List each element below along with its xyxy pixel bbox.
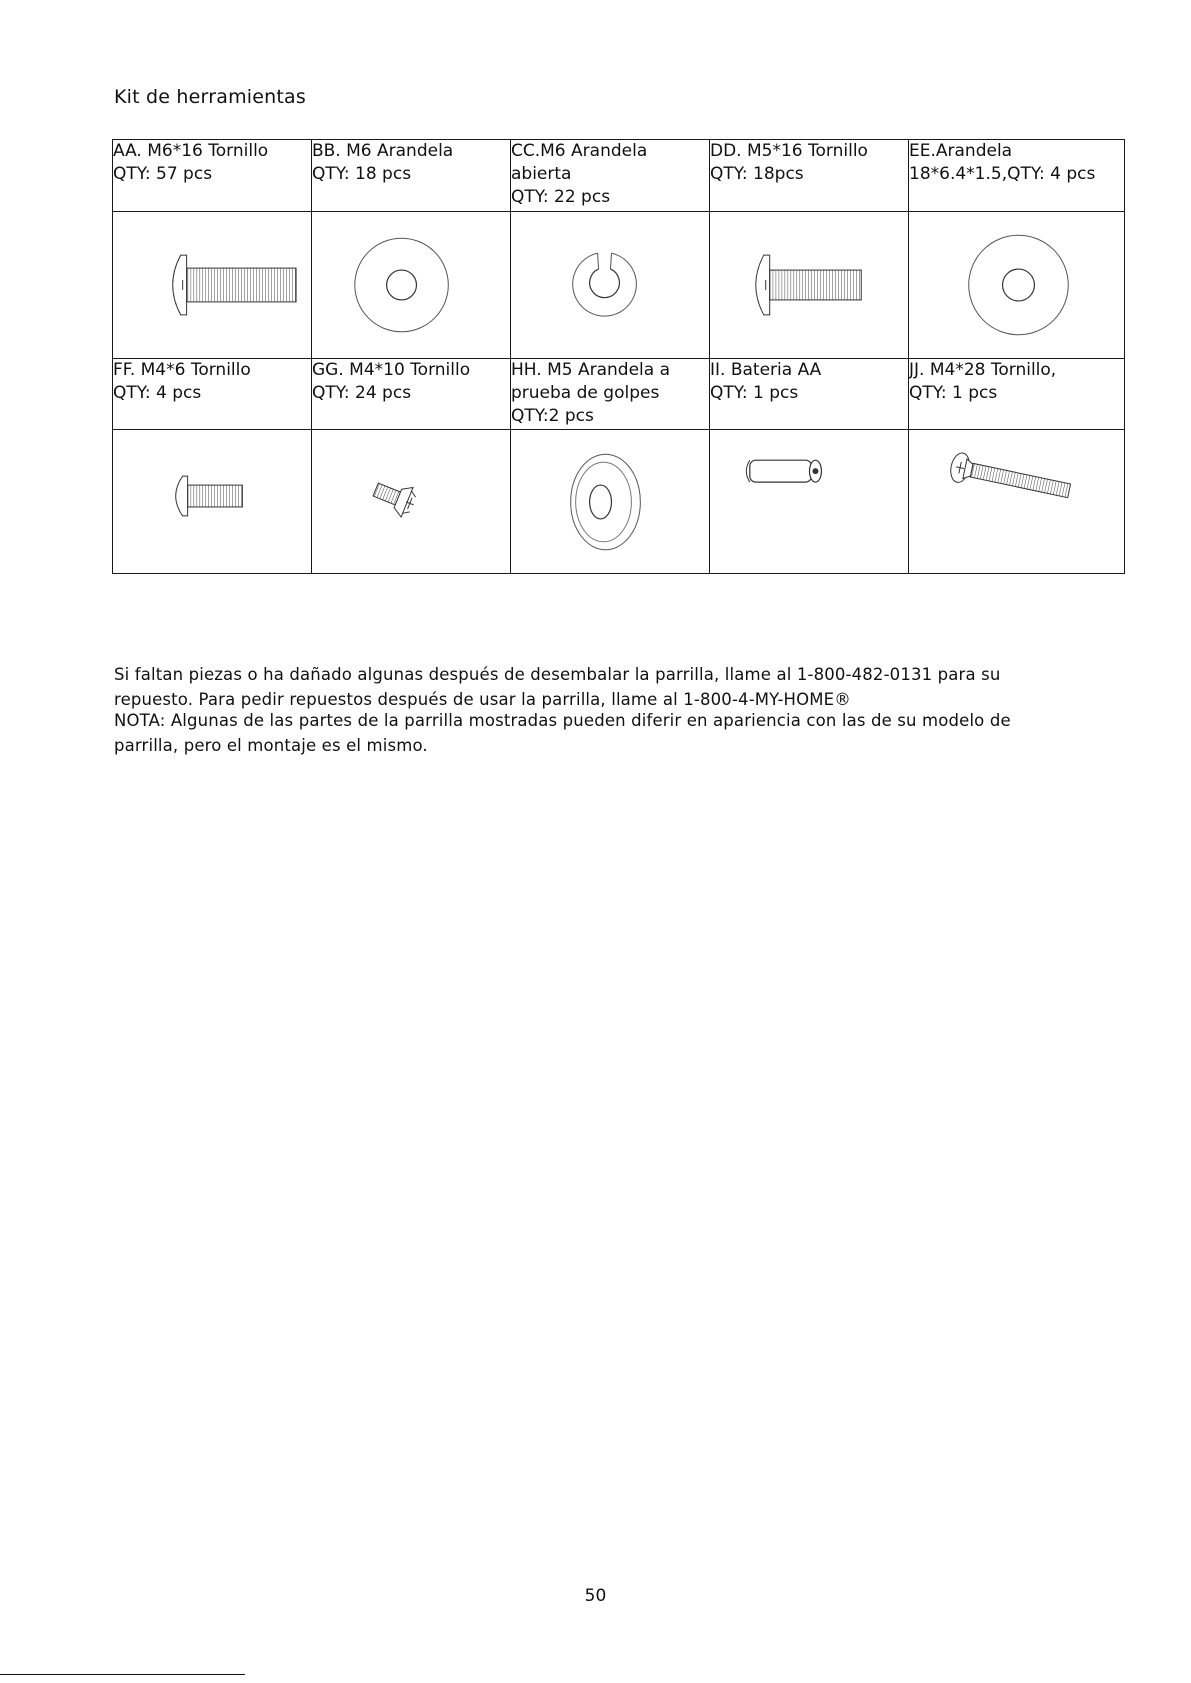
parts-image-row xyxy=(113,430,1125,574)
part-gg-image xyxy=(312,430,511,574)
part-ff-image xyxy=(113,430,312,574)
footer-rule xyxy=(0,1674,245,1675)
part-dd-label: DD. M5*16 Tornillo QTY: 18pcs xyxy=(710,140,909,212)
part-gg-label: GG. M4*10 Tornillo QTY: 24 pcs xyxy=(312,359,511,430)
shock-washer-icon xyxy=(511,430,709,573)
part-hh-image xyxy=(511,430,710,574)
parts-label-row xyxy=(113,140,1125,212)
parts-image-row xyxy=(113,212,1125,359)
split-washer-icon xyxy=(511,212,709,358)
part-ii-label: II. Bateria AA QTY: 1 pcs xyxy=(710,359,909,430)
screw-pan-head-icon xyxy=(113,212,311,358)
screw-pan-head-icon xyxy=(710,212,908,358)
part-aa-image xyxy=(113,212,312,359)
long-screw-icon xyxy=(909,430,1124,573)
part-ee-image xyxy=(909,212,1125,359)
part-aa-label: AA. M6*16 Tornillo QTY: 57 pcs xyxy=(113,140,312,212)
missing-parts-paragraph: Si faltan piezas o ha dañado algunas después de desembalar la parrilla, llame al 1-800-482-0131 para su repuesto. Para pedir repuestos después de usar la parrilla, llame al 1-800-4-MY-HOME® xyxy=(114,665,1001,709)
parts-label-row xyxy=(113,359,1125,430)
part-bb-label: BB. M6 Arandela QTY: 18 pcs xyxy=(312,140,511,212)
large-washer-icon xyxy=(909,212,1124,358)
page-number: 50 xyxy=(584,1586,607,1606)
part-bb-image xyxy=(312,212,511,359)
page-title: Kit de herramientas xyxy=(114,86,306,108)
part-jj-image xyxy=(909,430,1125,574)
part-cc-image xyxy=(511,212,710,359)
flat-washer-icon xyxy=(312,212,510,358)
part-ii-image xyxy=(710,430,909,574)
aa-battery-icon xyxy=(710,430,908,573)
parts-table xyxy=(112,139,1125,574)
part-jj-label: JJ. M4*28 Tornillo, QTY: 1 pcs xyxy=(909,359,1125,430)
part-ee-label: EE.Arandela 18*6.4*1.5,QTY: 4 pcs xyxy=(909,140,1125,212)
note-paragraph: NOTA: Algunas de las partes de la parrilla mostradas pueden diferir en apariencia con las de su modelo de parrilla, pero el montaje es el mismo. xyxy=(114,711,1011,755)
countersunk-screw-icon xyxy=(312,430,510,573)
part-dd-image xyxy=(710,212,909,359)
part-cc-label: CC.M6 Arandela abierta QTY: 22 pcs xyxy=(511,140,710,212)
part-ff-label: FF. M4*6 Tornillo QTY: 4 pcs xyxy=(113,359,312,430)
short-screw-icon xyxy=(113,430,311,573)
part-hh-label: HH. M5 Arandela a prueba de golpes QTY:2 pcs xyxy=(511,359,710,430)
